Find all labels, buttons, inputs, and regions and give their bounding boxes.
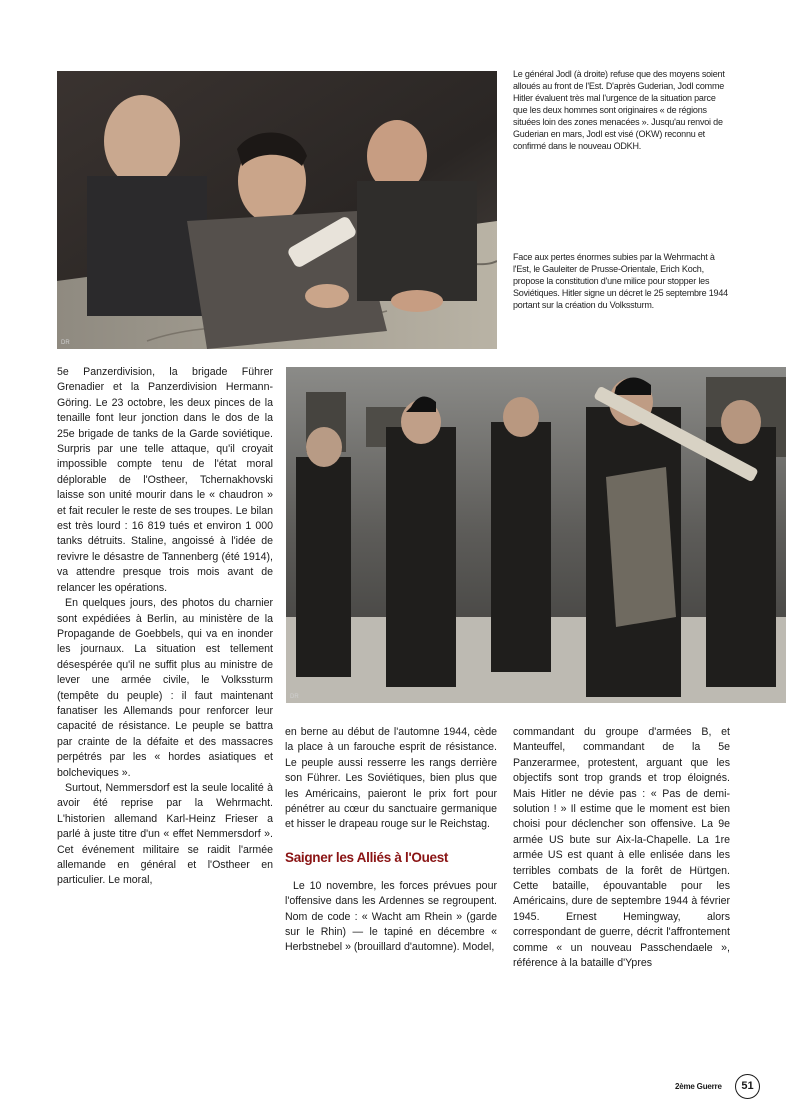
column-right — [513, 725, 730, 972]
column-middle — [285, 725, 497, 956]
photo-map-conference — [57, 71, 497, 349]
paragraph: Le 10 novembre, les forces prévues pour l'offensive dans les Ardennes se regroupent. Nom de code : « Wacht am Rhein » (garde sur le Rhin) — le tapiné en décembre « Herbstnebel » (brouillard d'automne). Model, — [285, 879, 497, 954]
caption-jodl: Le général Jodl (à droite) refuse que des moyens soient alloués au front de l'Est. D'après Guderian, Jodl comme Hitler évaluent très mal l'urgence de la situation parce que les deux hommes sont originaires « de régions situées loin des zones menacées ». Jusqu'au renvoi de Guderian en mars, Jodl est visé (OKW) reconnu et confirmé dans le nouveau ODKH. — [513, 69, 725, 151]
photo-map-conference-image — [57, 71, 497, 349]
section-heading: Saigner les Alliés à l'Ouest — [285, 849, 449, 865]
paragraph: En quelques jours, des photos du charnier sont expédiées à Berlin, au ministère de la Propagande de Goebbels, qui va en inonder les journaux. La situation est tellement désespérée qu'il ne suffit plus au ministre de lever une armée civile, le Volkssturm (tempête du peuple) : il faut maintenant fanatiser les Allemands pour renforcer leur capacité de résistance. Le peuple se battra par crainte de la défaite et des massacres perpétrés par les « hordes asiatiques et bolcheviques ». — [57, 597, 273, 779]
photo-volkssturm-image — [286, 367, 786, 703]
paragraph: en berne au début de l'automne 1944, cède la place à un farouche esprit de résistance. Le peuple aussi resserre les rangs derrière son Führer. Les Soviétiques, bien plus que les Américains, paieront le prix fort pour pénétrer au cœur du sanctuaire germanique et hisser le drapeau rouge sur le Reichstag. — [285, 726, 497, 831]
paragraph: Surtout, Nemmersdorf est la seule localité à avoir été reprise par la Wehrmacht. L'historien allemand Karl-Heinz Frieser a parlé à juste titre d'un « effet Nemmersdorf ». Cet événement militaire se raidit l'armée allemande en général et l'Ostheer en particulier. Le moral, — [57, 781, 273, 887]
photo-volkssturm — [286, 367, 786, 703]
photo-credit: DR — [290, 694, 299, 700]
column-left — [57, 365, 273, 889]
photo-credit: DR — [61, 340, 70, 346]
paragraph: 5e Panzerdivision, la brigade Führer Grenadier et la Panzerdivision Hermann-Göring. Le 23 octobre, les deux pinces de la tenaille font leur jonction dans le dos de la 25e brigade de tanks de la Garde soviétique. Surpris par une telle attaque, qu'il croyait impossible compte tenu de l'état moral déplorable de l'Ostheer, Tchernakhovski laisse son unité mourir dans le « chaudron » et fait reculer le reste de ses troupes. Le bilan est très lourd : 16 819 tués et environ 1 000 tanks détruits. Staline, angoissé à l'idée de revivre le désastre de Tannenberg (été 1914), va attendre presque trois mois avant de relancer les opérations. — [57, 366, 273, 594]
caption-volkssturm: Face aux pertes énormes subies par la Wehrmacht à l'Est, le Gauleiter de Prusse-Orientale, Erich Koch, propose la constitution d'une milice pour stopper les Soviétiques. Hitler signe un décret le 25 septembre 1944 portant sur la création du Volkssturm. — [513, 252, 728, 310]
magazine-brand: 2ème Guerre — [675, 1082, 722, 1091]
paragraph: commandant du groupe d'armées B, et Manteuffel, commandant de la 5e Panzerarmee, protestent, arguant que les objectifs sont trop grands et trop éloignés. Mais Hitler ne dévie pas : « Pas de demi-solution ! » Il estime que le moment est bien choisi pour déclencher son offensive. La 9e armée US bute sur Aix-la-Chapelle. La 1re armée US est quant à elle enlisée dans les terribles combats de la forêt de Hürtgen. Cette bataille, épouvantable pour les Américains, dure de septembre 1944 à février 1945. Ernest Hemingway, alors correspondant de guerre, décrit l'affrontement comme « un nouveau Passchendaele », référence à la bataille d'Ypres — [513, 726, 730, 970]
page-number: 51 — [735, 1074, 760, 1099]
